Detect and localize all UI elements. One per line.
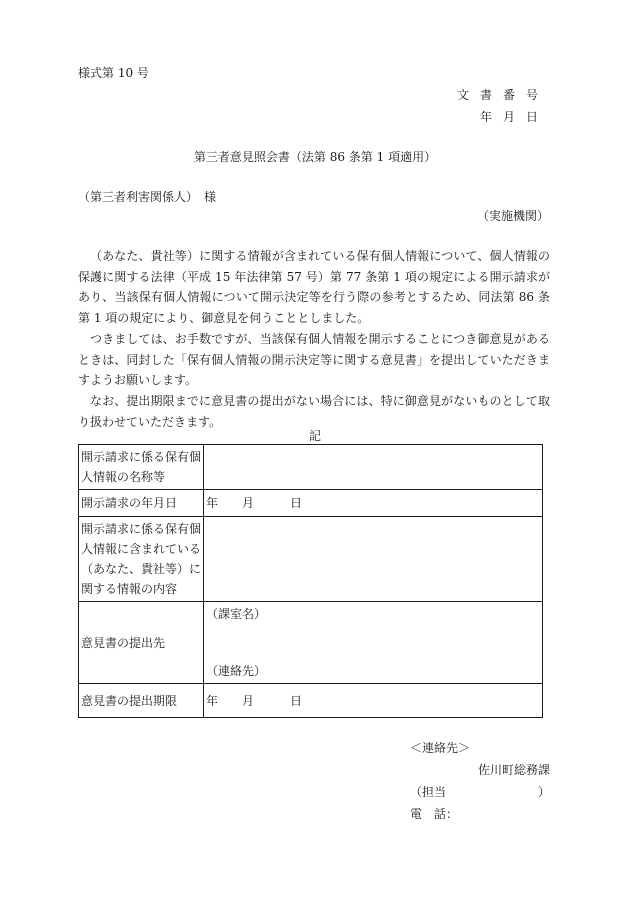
month-label: 月: [242, 496, 255, 510]
table-row: [79, 445, 543, 490]
contact-phone: 電 話：: [410, 807, 459, 821]
day-label: 日: [290, 693, 303, 708]
room-name-label: （課室名）: [206, 607, 267, 621]
value-info-content: [204, 517, 543, 602]
body-paragraph-3: なお、提出期限までに意見書の提出がない場合には、特に御意見がないものとして取り扱わせていただきます。: [78, 393, 550, 429]
year-label: 年: [206, 693, 219, 708]
document-date: 年月日: [479, 110, 549, 124]
day-label: 日: [290, 496, 303, 510]
contact-person-open: （担当: [410, 785, 447, 799]
row-label-submit-to: 意見書の提出先: [79, 602, 204, 684]
ki-heading: 記: [308, 429, 321, 443]
value-deadline: [204, 684, 543, 718]
addressee: （第三者利害関係人） 様: [78, 190, 217, 204]
table-row: [79, 490, 543, 517]
body-paragraph-2: つきましては、お手数ですが、当該保有個人情報を開示することにつき御意見があるときは、同封した「保有個人情報の開示決定等に関する意見書」を提出していただきますようお願いします。: [78, 331, 550, 388]
row-label-request-date: 開示請求の年月日: [79, 490, 204, 517]
document-number: 文書番号: [456, 88, 549, 102]
contact-label: （連絡先）: [206, 664, 267, 678]
value-request-date: [204, 490, 543, 517]
row-label-info-name: 開示請求に係る保有個人情報の名称等: [79, 445, 204, 490]
form-number: 様式第 10 号: [78, 66, 149, 80]
info-table: [78, 444, 543, 718]
row-label-info-content: 開示請求に係る保有個人情報に含まれている（あなた、貴社等）に関する情報の内容: [79, 517, 204, 602]
table-row: [79, 602, 543, 684]
contact-heading: ＜連絡先＞: [410, 741, 471, 755]
table-row: [79, 684, 543, 718]
table-row: [79, 517, 543, 602]
month-label: 月: [242, 693, 255, 708]
contact-person-row: [410, 781, 550, 803]
body-paragraph-1: （あなた、貴社等）に関する情報が含まれている保有個人情報について、個人情報の保護に関する法律（平成 15 年法律第 57 号）第 77 条第 1 項の規定による開示請求があり、当該保有個人情報について開示決定等を行う際の参考とするため、同法第 86 条第 1 項の規定により、御意見を伺うこととしました。: [78, 249, 550, 326]
contact-person-close: ）: [537, 785, 550, 799]
body-text: [78, 246, 550, 432]
value-info-name: [204, 445, 543, 490]
sender: （実施機関）: [476, 209, 549, 223]
value-submit-to: [204, 602, 543, 684]
page-title: 第三者意見照会書（法第 86 条第 1 項適用）: [193, 150, 437, 164]
contact-block: [410, 737, 550, 825]
year-label: 年: [206, 496, 219, 510]
contact-department: 佐川町総務課: [477, 763, 550, 777]
row-label-deadline: 意見書の提出期限: [79, 684, 204, 718]
